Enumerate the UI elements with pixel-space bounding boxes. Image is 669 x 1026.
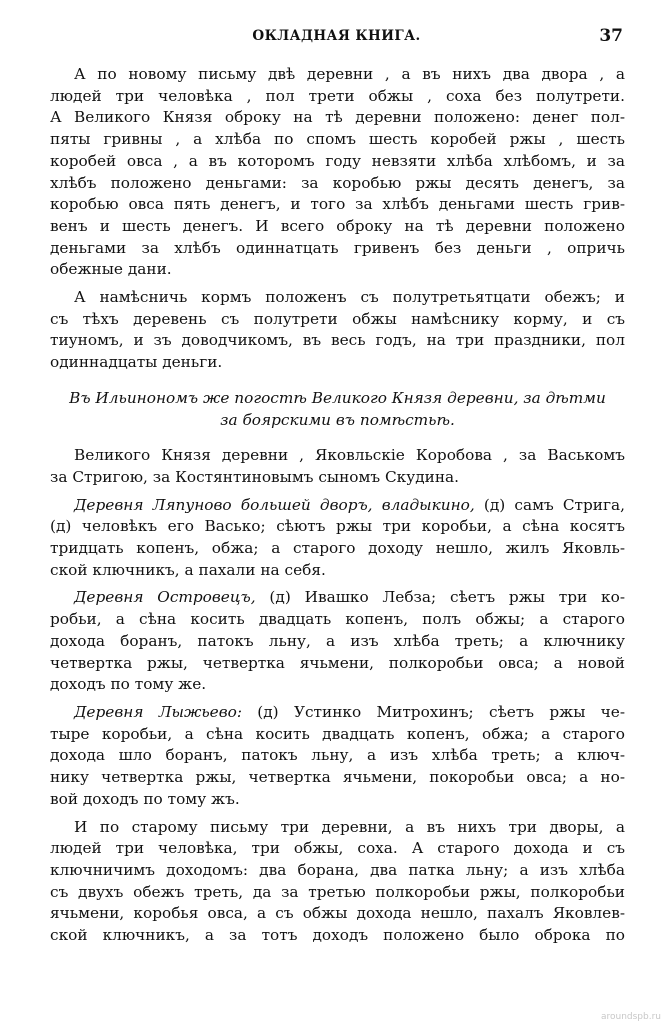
text-fragment: (д) самъ Стрига, [474,495,625,514]
text-line [50,702,625,724]
page-header [50,28,623,48]
text-line: съ тѣхъ деревень съ полутрети обжы намѣснику корму, и съ [50,309,625,328]
heading-line: Въ Ильинономъ же погостѣ Великого Князя деревни, за дѣтми [69,388,606,407]
running-title: ОКЛАДНАЯ КНИГА. [252,28,421,44]
section-heading [50,388,625,431]
text-line: людей три человѣка , пол трети обжы , соха без полутрети. [50,86,625,105]
village-name: Деревня Лыжьево: [74,702,242,721]
text-line: деньгами за хлѣбъ одиннатцать гривенъ без деньги , опричь [50,238,625,257]
watermark: aroundspb.ru [600,1012,661,1022]
text-line: хлѣбъ положено деньгами: за коробью ржы десять денегъ, за [50,173,625,192]
paragraph-old-survey [50,817,625,947]
village-name: Деревня Островецъ, [74,588,256,607]
text-line: одиннадцаты деньги. [50,353,223,372]
text-line: съ двухъ обежъ треть, да за третью полкоробьи ржы, полкоробьи [50,882,625,901]
text-line: И по старому письму три деревни, а въ нихъ три дворы, а [74,817,625,836]
text-line: нику четвертка ржы, четвертка ячьмени, покоробьи овса; а но- [50,768,625,787]
text-line: тиуномъ, и зъ доводчикомъ, въ весь годъ, на три праздники, пол [50,331,625,350]
text-line: А намѣсничь кормъ положенъ съ полутретьятцати обежъ; и [74,288,625,307]
paragraph-lyzhevo [50,702,625,811]
text-line: ячьмени, коробья овса, а съ обжы дохода нешло, пахалъ Яковлев- [50,904,625,923]
paragraph-namestnik-feed [50,287,625,374]
text-line: А Великого Князя оброку на тѣ деревни положено: денег пол- [50,108,625,127]
paragraph-new-survey [50,64,625,281]
paragraph-ostrovets [50,587,625,696]
text-line: ключничимъ доходомъ: два борана, два патка льну; а изъ хлѣба [50,860,625,879]
text-line: обежные дани. [50,260,172,279]
text-line: (д) человѣкъ его Васько; сѣютъ ржы три коробьи, а сѣна косятъ [50,517,625,536]
text-line: тыре коробьи, а сѣна косить двадцать копенъ, обжа; а старого [50,724,625,743]
village-name: Деревня Ляпуново большей дворъ, владыкино, [74,495,475,514]
page-body [50,64,625,947]
text-line: коробью овса пять денегъ, и того за хлѣбъ деньгами шесть грив- [50,195,625,214]
heading-line: за боярскими въ помѣстьѣ. [220,410,455,429]
paragraph-korobova [50,445,625,488]
text-line: робьи, а сѣна косить двадцать копенъ, полъ обжы; а старого [50,610,625,629]
text-line: тридцать копенъ, обжа; а старого доходу нешло, жилъ Яковль- [50,539,625,558]
text-line: ской ключникъ, а пахали на себя. [50,560,326,579]
text-line: коробей овса , а въ которомъ году невзяти хлѣба хлѣбомъ, и за [50,151,625,170]
text-line: пяты гривны , а хлѣба по спомъ шесть коробей ржы , шесть [50,130,625,149]
text-line: людей три человѣка, три обжы, соха. А старого дохода и съ [50,839,625,858]
text-line: дохода шло боранъ, патокъ льну, а изъ хлѣба треть; а ключ- [50,746,625,765]
text-line: ской ключникъ, а за тотъ доходъ положено было оброка по [50,926,625,945]
text-line: четвертка ржы, четвертка ячьмени, полкоробьи овса; а новой [50,653,625,672]
text-line: венъ и шесть денегъ. И всего оброку на тѣ деревни положено [50,216,625,235]
text-line: дохода боранъ, патокъ льну, а изъ хлѣба треть; а ключнику [50,631,625,650]
text-line: А по новому письму двѣ деревни , а въ нихъ два двора , а [74,65,625,83]
text-line: за Стригою, за Костянтиновымъ сыномъ Скудина. [50,467,460,486]
text-line: Великого Князя деревни , Яковльскiе Коробова , за Васькомъ [74,446,625,465]
text-fragment: (д) Ивашко Лебза; сѣетъ ржы три ко- [255,588,625,607]
text-line: вой доходъ по тому жъ. [50,789,240,808]
text-line [50,495,625,517]
text-fragment: (д) Устинко Митрохинъ; сѣетъ ржы че- [242,702,625,721]
paragraph-lyapunovo [50,495,625,582]
text-line [50,587,625,609]
page-number: 37 [599,26,623,46]
text-line: доходъ по тому же. [50,675,207,694]
